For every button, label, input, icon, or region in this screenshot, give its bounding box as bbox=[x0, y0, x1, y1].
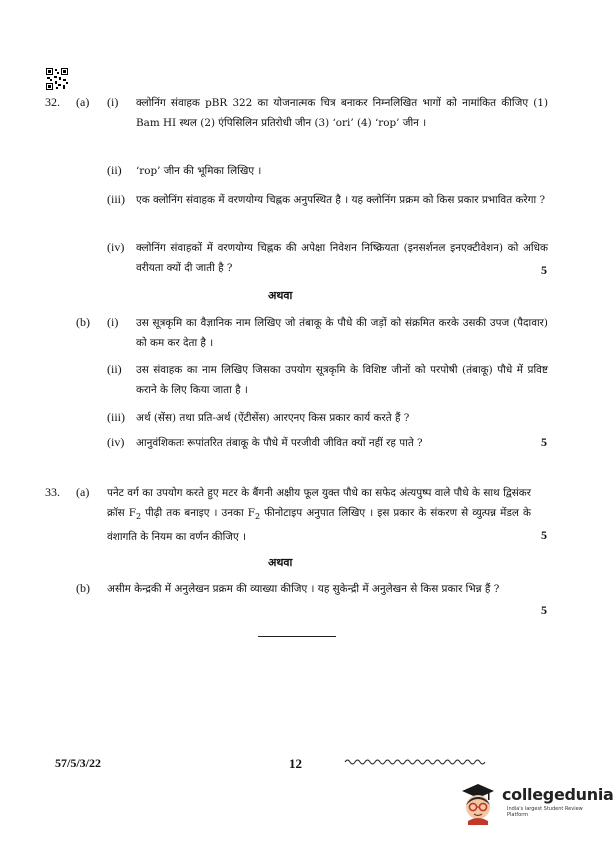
question-text: उस संवाहक का नाम लिखिए जिसका उपयोग सूत्रकृमि के विशिष्ट जीनों को परपोषी (तंबाकू) पौधे में प्रविष्ट कराने के लिए किया जाता है । bbox=[136, 364, 548, 396]
marks: 5 bbox=[541, 603, 547, 617]
part-label: (b) bbox=[76, 581, 90, 595]
wavy-line bbox=[345, 757, 485, 767]
part-label: (a) bbox=[76, 485, 90, 499]
question-number: 32. bbox=[45, 95, 60, 109]
subpart-label: (iv) bbox=[107, 435, 125, 449]
subpart-label: (iii) bbox=[107, 192, 125, 206]
question-text: एक क्लोनिंग संवाहक में वरणयोग्य चिह्नक अनुपस्थित है । यह क्लोनिंग प्रक्रम को किस प्रकार प्रभावित करेगा ? bbox=[136, 194, 546, 206]
question-text: उस सूत्रकृमि का वैज्ञानिक नाम लिखिए जो तंबाकू के पौधे की जड़ों को संक्रमित करके उसकी उपज (पैदावार) को कम कर देता है । bbox=[136, 317, 548, 349]
or-separator: अथवा bbox=[268, 556, 293, 569]
logo-tagline: India's largest Student Review Platform bbox=[507, 806, 583, 818]
logo-wordmark: collegedunia bbox=[502, 785, 614, 804]
question-number: 33. bbox=[45, 485, 60, 499]
logo-icon bbox=[458, 781, 498, 825]
question-text: पनेट वर्ग का उपयोग करते हुए मटर के बैंगनी अक्षीय फूल युक्त पौधे का सफेद अंत्यपुष्प वाले पौधे के साथ द्विसंकर क्रॉस $F_2$ पीढ़ी तक बनाइए । उनका $F_2$ फीनोटाइप अनुपात लिखिए । इस प्रकार के संकरण से व्युत्पन्न मेंडल के वंशागति के नियम का वर्णन कीजिए । bbox=[107, 487, 532, 544]
question-text: आनुवंशिकतः रूपांतरित तंबाकू के पौधे में परजीवी जीवित क्यों नहीं रह पाते ? bbox=[136, 437, 423, 449]
page-number: 12 bbox=[289, 756, 302, 771]
subpart-label: (iii) bbox=[107, 410, 125, 424]
subpart-label: (i) bbox=[107, 95, 119, 109]
marks: 5 bbox=[541, 435, 547, 449]
marks: 5 bbox=[541, 528, 547, 542]
subpart-label: (iv) bbox=[107, 240, 125, 254]
paper-code: 57/5/3/22 bbox=[55, 756, 102, 770]
qr-code bbox=[45, 67, 69, 91]
subpart-label: (ii) bbox=[107, 362, 122, 376]
question-text: क्लोनिंग संवाहकों में वरणयोग्य चिह्नक की अपेक्षा निवेशन निष्क्रियता (इनसर्शनल इनएक्टीवेशन) को अधिक वरीयता क्यों दी जाती है ? bbox=[136, 242, 548, 274]
question-text: ‘rop’ जीन की भूमिका लिखिए । bbox=[136, 165, 262, 177]
question-text: अर्थ (सेंस) तथा प्रति-अर्थ (ऐंटीसेंस) आरएनए किस प्रकार कार्य करते हैं ? bbox=[136, 412, 410, 424]
subpart-label: (i) bbox=[107, 315, 119, 329]
end-rule bbox=[258, 636, 336, 637]
subpart-label: (ii) bbox=[107, 163, 122, 177]
part-label: (b) bbox=[76, 315, 90, 329]
question-text: क्लोनिंग संवाहक pBR 322 का योजनात्मक चित्र बनाकर निम्नलिखित भागों को नामांकित कीजिए (1) Bam HI स्थल (2) एंपिसिलिन प्रतिरोधी जीन (3) ‘ori’ (4) ‘rop’ जीन । bbox=[136, 97, 548, 129]
part-label: (a) bbox=[76, 95, 90, 109]
question-text: असीम केन्द्रकी में अनुलेखन प्रक्रम की व्याख्या कीजिए । यह सुकेन्द्री में अनुलेखन से किस प्रकार भिन्न हैं ? bbox=[107, 583, 500, 595]
marks: 5 bbox=[541, 263, 547, 277]
or-separator: अथवा bbox=[268, 289, 293, 302]
